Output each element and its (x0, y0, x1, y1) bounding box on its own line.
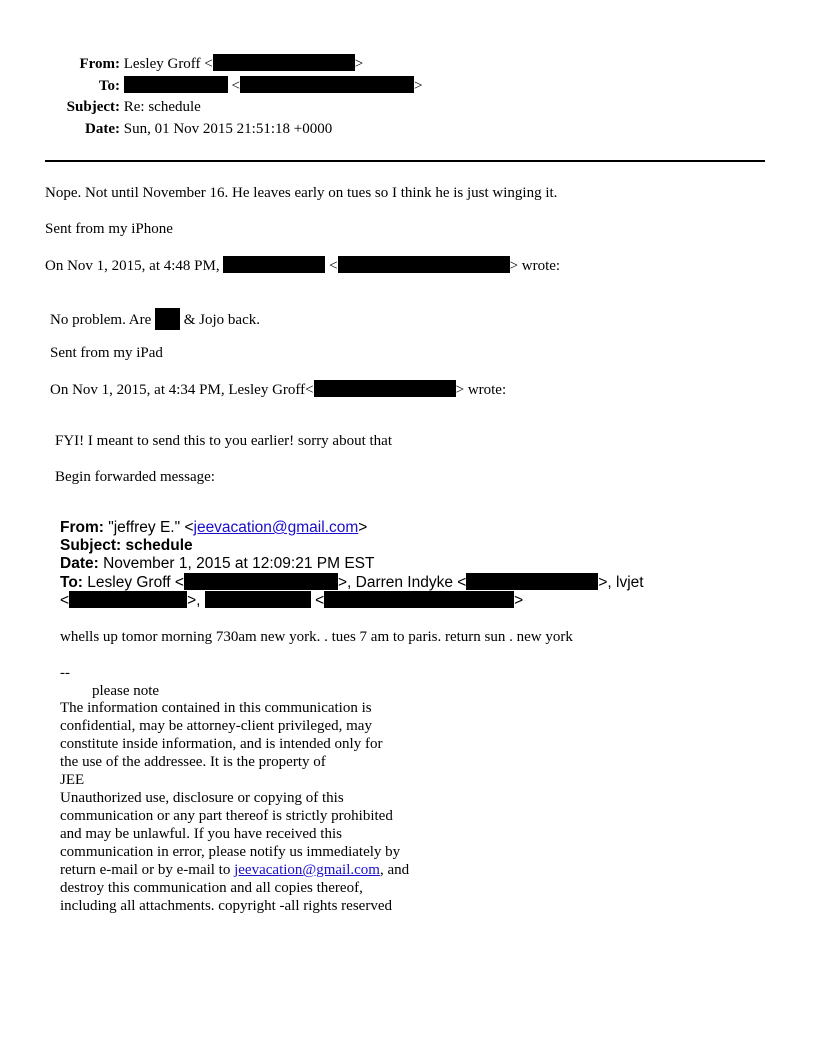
header-date-row (60, 120, 332, 138)
quote1-text (50, 308, 260, 330)
disclaimer-line: Unauthorized use, disclosure or copying of this (60, 790, 344, 806)
fwd-to-name-2: Darren Indyke (355, 574, 453, 591)
quote2-text: FYI! I meant to send this to you earlier! sorry about that (55, 433, 393, 449)
from-label: From: (79, 56, 120, 72)
disclaimer-line: The information contained in this communication is (60, 700, 372, 716)
header-subject-row (60, 98, 201, 116)
redacted-email (69, 591, 187, 608)
angle-open: < (60, 592, 70, 609)
disclaimer-email-line (60, 861, 409, 879)
signature-please-note: please note (92, 683, 160, 699)
date-label: Date: (85, 121, 120, 137)
fwd-to-row: To: Lesley Groff < >, Darren Indyke < >, lvjet (60, 574, 644, 591)
to-label: To: (98, 78, 120, 94)
angle-close: > (514, 592, 524, 609)
redacted-email (338, 256, 510, 273)
disclaimer-line: constitute inside information, and is intended only for (60, 736, 383, 752)
subject-value: Re: schedule (123, 99, 201, 115)
fwd-message: whells up tomor morning 730am new york. . tues 7 am to paris. return sun . new york (60, 629, 573, 645)
disclaimer-line: communication in error, please notify us immediately by (60, 844, 401, 860)
redacted-name (155, 308, 180, 330)
fwd-subject-row (60, 537, 193, 555)
header-from-row (60, 54, 363, 73)
fwd-from-label: From: (60, 519, 104, 536)
redacted-email (240, 76, 414, 93)
fwd-subject-value: schedule (125, 537, 193, 554)
angle-open: < (204, 56, 213, 72)
angle-close: > (455, 382, 465, 398)
disclaimer-line: communication or any part thereof is strictly prohibited (60, 808, 393, 824)
q1-text-a: No problem. Are (50, 312, 152, 328)
quote1-attribution (45, 256, 560, 275)
fwd-date-row (60, 555, 374, 573)
quote2-suffix: wrote: (467, 382, 507, 398)
fwd-subject-label: Subject: (60, 537, 122, 554)
fwd-date-label: Date: (60, 555, 99, 572)
subject-label: Subject: (66, 99, 120, 115)
angle-close: > (337, 574, 347, 591)
reply-text: Nope. Not until November 16. He leaves early on tues so I think he is just winging it. (45, 185, 558, 201)
angle-close: > (358, 519, 368, 536)
disclaimer-email-link[interactable]: jeevacation@gmail.com (234, 862, 380, 878)
angle-close: > (354, 56, 364, 72)
angle-open: < (231, 78, 240, 94)
sent-from-ipad: Sent from my iPad (50, 345, 163, 361)
redacted-email (314, 380, 456, 397)
fwd-to-row-cont: < >, < > (60, 592, 524, 609)
redacted-name (124, 76, 228, 93)
quote1-prefix: On Nov 1, 2015, at 4:48 PM, (45, 258, 220, 274)
redacted-email (184, 573, 338, 590)
disclaimer-email-suffix: , and (379, 862, 410, 878)
redacted-name (205, 591, 311, 608)
redacted-email (466, 573, 598, 590)
header-to-row (60, 76, 422, 95)
fwd-to-label: To: (60, 574, 83, 591)
angle-open: < (315, 592, 325, 609)
quote1-suffix: wrote: (521, 258, 561, 274)
disclaimer-line: the use of the addressee. It is the property of (60, 754, 326, 770)
sent-from-iphone: Sent from my iPhone (45, 221, 173, 237)
disclaimer-line: including all attachments. copyright -all rights reserved (60, 898, 392, 914)
fwd-to-name-1: Lesley Groff (87, 574, 171, 591)
fwd-date-value: November 1, 2015 at 12:09:21 PM EST (103, 555, 375, 572)
fwd-from-row (60, 519, 367, 537)
angle-close: > (598, 574, 608, 591)
q1-text-b: & Jojo back. (183, 312, 260, 328)
disclaimer (60, 699, 409, 915)
redacted-email (324, 591, 514, 608)
fwd-from-email-link[interactable]: jeevacation@gmail.com (193, 519, 359, 536)
forward-label: Begin forwarded message: (55, 469, 215, 485)
angle-open: < (174, 574, 184, 591)
disclaimer-email-prefix: return e-mail or by e-mail to (60, 862, 231, 878)
fwd-from-name: "jeffrey E." (108, 519, 181, 536)
angle-close: > (187, 592, 197, 609)
angle-open: < (184, 519, 194, 536)
angle-open: < (329, 258, 338, 274)
angle-open: < (457, 574, 467, 591)
fwd-to-name-3: lvjet (616, 574, 644, 591)
redacted-email (213, 54, 355, 71)
disclaimer-line: JEE (60, 772, 85, 788)
date-value: Sun, 01 Nov 2015 21:51:18 +0000 (123, 121, 333, 137)
disclaimer-line: destroy this communication and all copies thereof, (60, 880, 363, 896)
angle-open: < (305, 382, 314, 398)
disclaimer-line: confidential, may be attorney-client privileged, may (60, 718, 372, 734)
angle-close: > (413, 78, 423, 94)
quote2-attribution (50, 380, 506, 399)
angle-close: > (509, 258, 519, 274)
header-divider (45, 160, 765, 162)
disclaimer-line: and may be unlawful. If you have received this (60, 826, 342, 842)
from-name: Lesley Groff (123, 56, 201, 72)
quote2-prefix: On Nov 1, 2015, at 4:34 PM, Lesley Groff (50, 382, 306, 398)
redacted-name (223, 256, 325, 273)
signature-dashes: -- (60, 665, 70, 681)
